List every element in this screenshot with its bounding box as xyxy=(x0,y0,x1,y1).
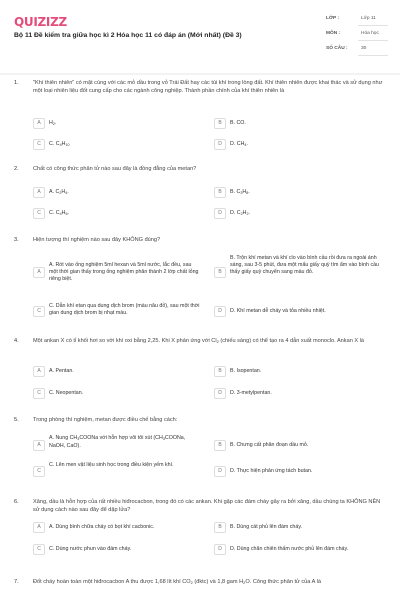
quizizz-logo: QUIZIZZ xyxy=(14,15,67,29)
option-text: B. $C_3H_8$. xyxy=(230,189,250,195)
question-text: Chất có công thức phân tử nào sau đây là đồng đẳng của metan? xyxy=(33,166,197,172)
meta-class-value: Lớp 11 xyxy=(361,16,376,21)
option-letter: D xyxy=(214,208,226,219)
option-text: B. Chưng cất phân đoạn dầu mỏ. xyxy=(230,442,309,448)
question-number: 2. xyxy=(14,166,19,172)
option-letter: B xyxy=(214,366,226,377)
option-text: C. Lên men vật liệu sinh học trong điều kiện yếm khí. xyxy=(49,462,174,468)
meta-count-label: SỐ CÂU : xyxy=(326,46,348,51)
question-number: 3. xyxy=(14,237,19,243)
meta-subject-value: Hóa học xyxy=(361,31,379,36)
question-text: "Khí thiên nhiên" có mặt cùng với các mỏ dầu trong vỏ Trái Đất hay các túi khí trong lòng đất. Khí thiên nhiên được khai thác và sử dụng như một loại nhiên liệu đốt cung cấp cho các ngành công nghiệp. Thành phần chính của khí thiên nhiên là xyxy=(33,80,383,94)
option-text: C. $C_4H_6$. xyxy=(49,210,70,216)
question-text: Trong phòng thí nghiệm, metan được điều chế bằng cách: xyxy=(33,417,178,423)
meta-count-value: 30 xyxy=(361,46,367,51)
question-number: 7. xyxy=(14,579,19,585)
meta-subject xyxy=(326,31,390,41)
question-number: 4. xyxy=(14,338,19,344)
meta-subject-label: MÔN : xyxy=(326,31,341,36)
question-text: Xăng, dầu là hỗn hợp của rất nhiều hiđrocacbon, trong đó có các ankan. Khi gặp các đám cháy gây ra bởi xăng, dầu chúng ta KHÔNG NÊN sử dụng cách nào sau đây để dập lửa? xyxy=(33,499,381,513)
option-text: C. Dùng nước phun vào đám cháy. xyxy=(49,546,132,552)
meta-class xyxy=(326,16,390,26)
option-letter: A xyxy=(33,267,45,278)
question-number: 5. xyxy=(14,417,19,423)
option-text: C. Neopentan. xyxy=(49,390,84,396)
document-title: Bộ 11 Đề kiểm tra giữa học kì 2 Hóa học 11 có đáp án (Mới nhất) (Đề 3) xyxy=(14,32,242,39)
option-text: C. Dẫn khí etan qua dung dịch brom (màu nâu đỏ), sau một thời gian dung dịch brom bị nhạt màu. xyxy=(49,303,200,317)
option-letter: A xyxy=(33,522,45,533)
option-text: C. $C_4H_{10}$ xyxy=(49,141,70,147)
option-letter: B xyxy=(214,440,226,451)
option-text: D. $C_2H_2$. xyxy=(230,210,251,216)
option-text: B. Isopentan. xyxy=(230,368,262,374)
question-text: Đốt cháy hoàn toàn một hiđrocacbon A thu được 1,68 lít khí $CO_2$ (đktc) và 1,8 gam $H_2O$. Công thức phân tử của A là xyxy=(33,579,321,585)
option-text: B. Dùng cát phủ lên đám cháy. xyxy=(230,524,303,530)
meta-class-label: LỚP : xyxy=(326,16,340,21)
question-number: 6. xyxy=(14,499,19,505)
option-text: A. Rót vào ống nghiệm 5ml hexan và 5ml nước, lắc đều, sau một thời gian thấy trong ống nghiệm phân thành 2 lớp chất lỏng riêng biệt. xyxy=(49,262,199,283)
option-text: A. $C_2H_4$. xyxy=(49,189,69,195)
option-text: D. 3-metylpentan. xyxy=(230,390,272,396)
option-letter: B xyxy=(214,267,226,278)
question-number: 1. xyxy=(14,80,19,86)
option-text: D. $CH_4$. xyxy=(230,141,248,147)
option-letter: C xyxy=(33,139,45,150)
option-text: B. CO. xyxy=(230,120,246,126)
question-text: Hiện tượng thí nghiệm nào sau đây KHÔNG đúng? xyxy=(33,237,161,243)
option-text: A. Dùng bình chữa cháy có bọt khí cacbonic. xyxy=(49,524,155,530)
option-letter: A xyxy=(33,440,45,451)
option-letter: D xyxy=(214,139,226,150)
option-text: D. Khí metan dễ cháy và tỏa nhiều nhiệt. xyxy=(230,308,326,314)
option-letter: A xyxy=(33,118,45,129)
option-letter: B xyxy=(214,118,226,129)
page-header xyxy=(0,0,400,70)
option-letter: D xyxy=(214,466,226,477)
option-text: D. Dùng chăn chiên thấm nước phủ lên đám cháy. xyxy=(230,546,349,552)
option-letter: D xyxy=(214,306,226,317)
meta-count xyxy=(326,46,390,56)
option-letter: C xyxy=(33,466,45,477)
option-letter: C xyxy=(33,306,45,317)
option-text: D. Thực hiện phản ứng tách butan. xyxy=(230,468,313,474)
option-text: A. Pentan. xyxy=(49,368,74,374)
option-letter: C xyxy=(33,544,45,555)
option-text: $H_2$. xyxy=(49,120,57,126)
option-letter: A xyxy=(33,366,45,377)
option-letter: A xyxy=(33,187,45,198)
option-letter: B xyxy=(214,522,226,533)
question-text: Một ankan X có tỉ khối hơi so với khí oxi bằng 2,25. Khi X phản ứng với $Cl_2$ (chiếu sáng) có thể tạo ra 4 dẫn xuất monoclo. Ankan X là xyxy=(33,338,364,344)
option-letter: C xyxy=(33,208,45,219)
option-letter: D xyxy=(214,544,226,555)
option-text: A. Nung $CH_3COONa$ với hỗn hợp vôi tôi xút ($CH_3COONa$, NaOH, CaO). xyxy=(49,435,186,450)
option-text: B. Trộn khí metan và khí clo vào bình cầu rồi đưa ra ngoài ánh sáng, sau 3-5 phút, đưa một mẩu giấy quỳ tím ẩm vào bình cầu thấy giấy quỳ chuyển sang màu đỏ. xyxy=(230,255,379,276)
header-divider xyxy=(0,73,400,75)
option-letter: D xyxy=(214,388,226,399)
option-letter: C xyxy=(33,388,45,399)
option-letter: B xyxy=(214,187,226,198)
